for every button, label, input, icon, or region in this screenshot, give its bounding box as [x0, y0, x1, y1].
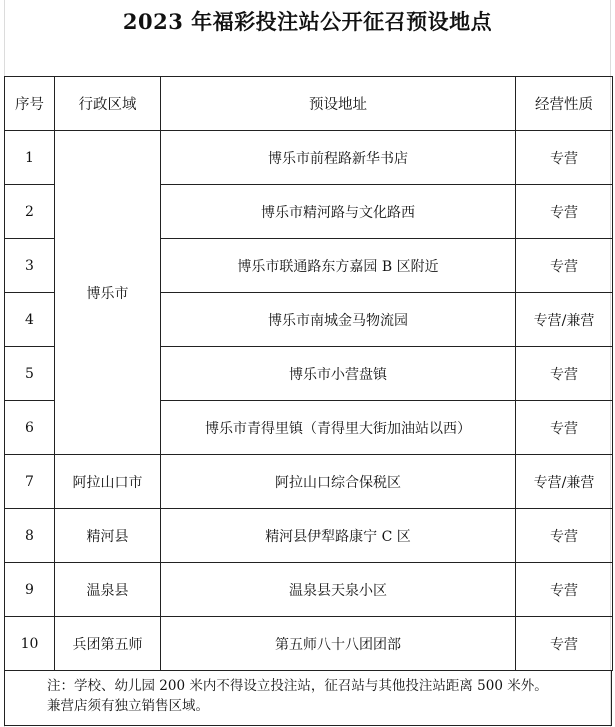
header-region: 行政区域	[55, 77, 161, 131]
cell-type: 专营	[516, 509, 613, 563]
cell-type: 专营	[516, 347, 613, 401]
header-address: 预设地址	[161, 77, 516, 131]
cell-type: 专营	[516, 131, 613, 185]
cell-type: 专营/兼营	[516, 293, 613, 347]
cell-type: 专营/兼营	[516, 455, 613, 509]
cell-region: 温泉县	[55, 563, 161, 617]
cell-type: 专营	[516, 563, 613, 617]
cell-address: 博乐市前程路新华书店	[161, 131, 516, 185]
footnote-line-2: 兼营店须有独立销售区域。	[47, 698, 209, 714]
locations-table	[4, 76, 613, 671]
cell-region: 精河县	[55, 509, 161, 563]
table-row	[5, 563, 613, 617]
table-row	[5, 617, 613, 671]
cell-address: 博乐市小营盘镇	[161, 347, 516, 401]
footnote-line-1: 注：学校、幼儿园 200 米内不得设立投注站，征召站与其他投注站距离 500 米外。	[47, 678, 548, 694]
cell-index: 8	[5, 509, 55, 563]
cell-index: 3	[5, 239, 55, 293]
table-row	[5, 455, 613, 509]
cell-address: 博乐市联通路东方嘉园 B 区附近	[161, 239, 516, 293]
footnote	[4, 670, 612, 726]
cell-index: 5	[5, 347, 55, 401]
cell-index: 10	[5, 617, 55, 671]
cell-address: 温泉县天泉小区	[161, 563, 516, 617]
cell-index: 9	[5, 563, 55, 617]
cell-index: 4	[5, 293, 55, 347]
cell-region: 博乐市	[55, 131, 161, 455]
cell-address: 博乐市精河路与文化路西	[161, 185, 516, 239]
cell-type: 专营	[516, 617, 613, 671]
cell-region: 阿拉山口市	[55, 455, 161, 509]
cell-address: 博乐市青得里镇（青得里大街加油站以西）	[161, 401, 516, 455]
cell-type: 专营	[516, 239, 613, 293]
table-row	[5, 509, 613, 563]
header-type: 经营性质	[516, 77, 613, 131]
cell-index: 6	[5, 401, 55, 455]
cell-type: 专营	[516, 185, 613, 239]
cell-address: 阿拉山口综合保税区	[161, 455, 516, 509]
cell-index: 2	[5, 185, 55, 239]
cell-address: 博乐市南城金马物流园	[161, 293, 516, 347]
cell-type: 专营	[516, 401, 613, 455]
cell-address: 精河县伊犁路康宁 C 区	[161, 509, 516, 563]
cell-index: 7	[5, 455, 55, 509]
cell-address: 第五师八十八团团部	[161, 617, 516, 671]
cell-index: 1	[5, 131, 55, 185]
document-title: 2023 年福彩投注站公开征召预设地点	[122, 9, 493, 34]
table-header-row	[5, 77, 613, 131]
table-row	[5, 131, 613, 185]
cell-region: 兵团第五师	[55, 617, 161, 671]
header-index: 序号	[5, 77, 55, 131]
